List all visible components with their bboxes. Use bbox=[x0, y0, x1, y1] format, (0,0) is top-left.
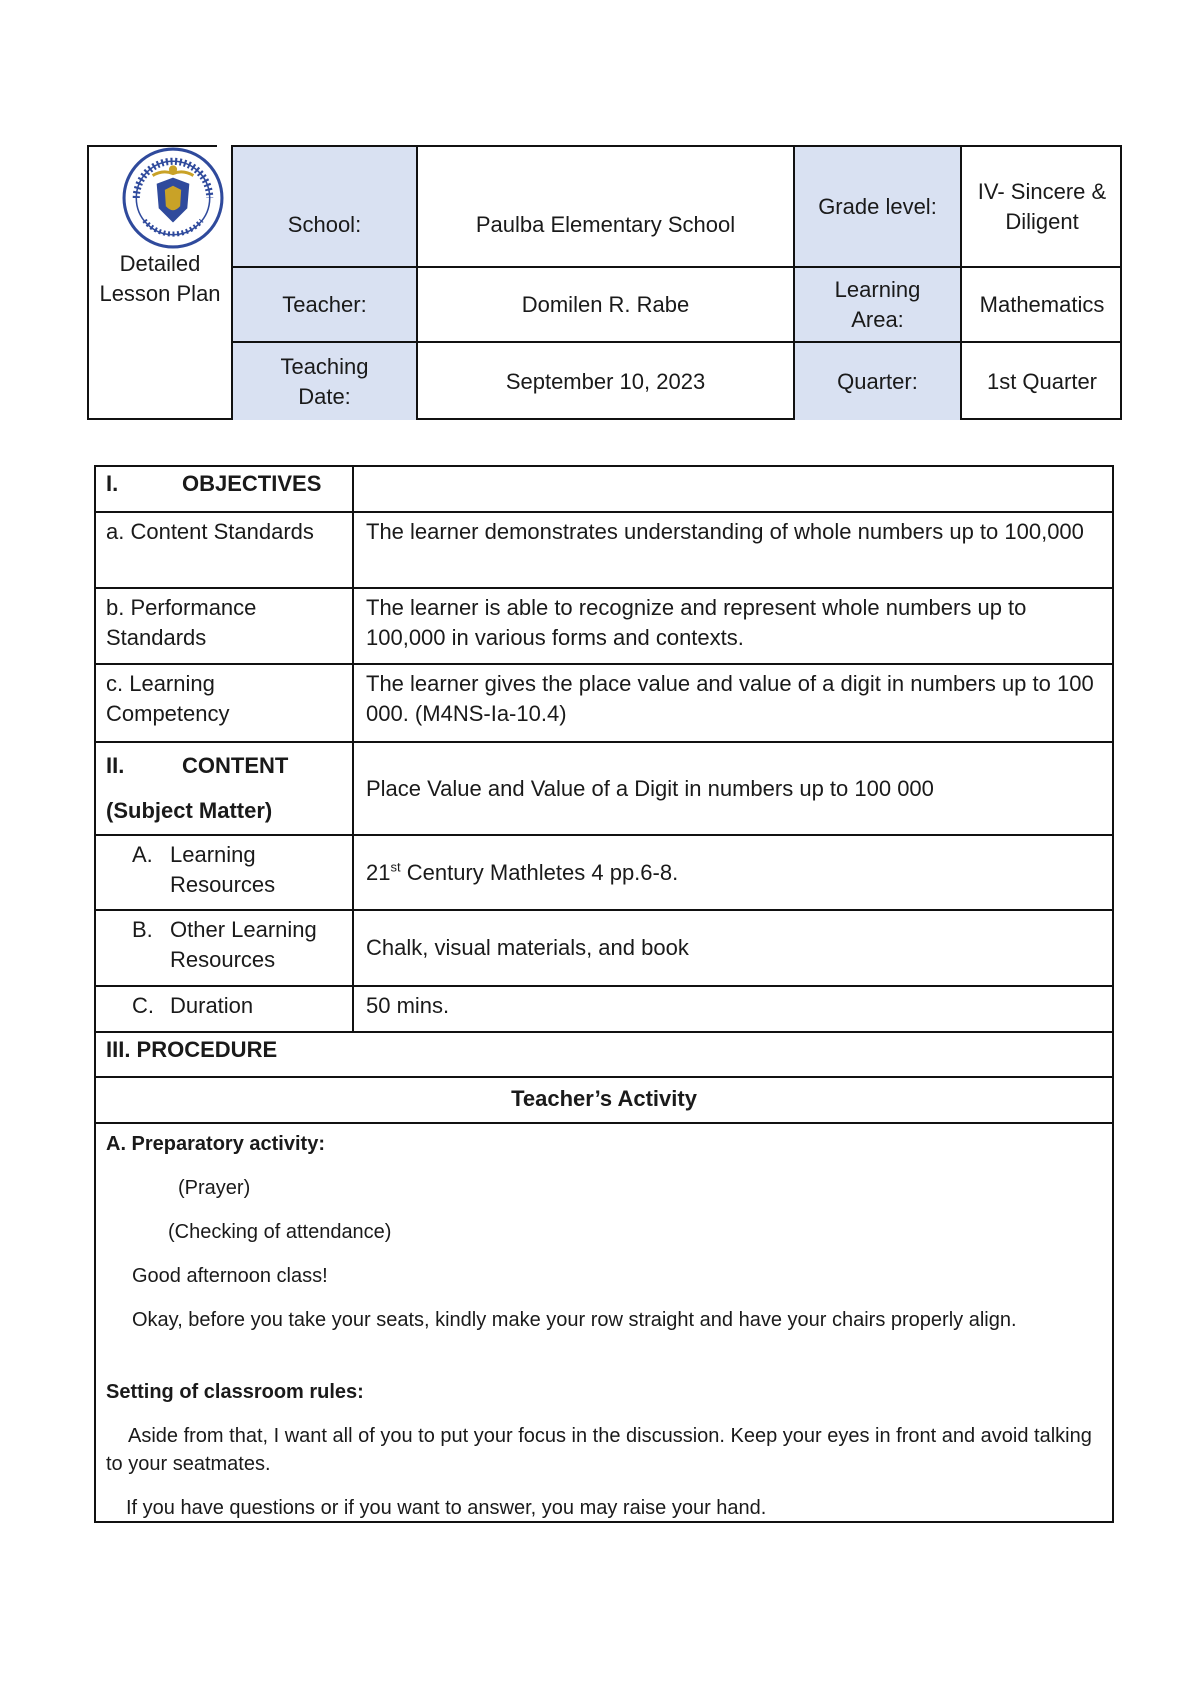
lesson-plan-table bbox=[94, 465, 1114, 1523]
grade-level-label: Grade level: bbox=[818, 194, 937, 219]
rule-one-text: Aside from that, I want all of you to put your focus in the discussion. Keep your eyes in front and avoid talking to your seatmates. bbox=[106, 1425, 1092, 1475]
teaching-date-value: September 10, 2023 bbox=[505, 368, 706, 394]
quarter-label: Quarter: bbox=[837, 368, 918, 394]
school-value: Paulba Elementary School bbox=[475, 212, 736, 237]
content-subheading: (Subject Matter) bbox=[106, 798, 273, 823]
learning-competency-value: The learner gives the place value and value of a digit in numbers up to 100 000. (M4NS-Ia-10.4) bbox=[366, 671, 1094, 726]
table-row bbox=[96, 513, 1112, 589]
duration-value: 50 mins. bbox=[366, 993, 450, 1018]
rules-heading: Setting of classroom rules: bbox=[106, 1381, 364, 1403]
learning-competency-label: c. Learning Competency bbox=[96, 665, 354, 741]
prayer-text: (Prayer) bbox=[178, 1177, 251, 1199]
table-row bbox=[96, 987, 1112, 1033]
teacher-value: Domilen R. Rabe bbox=[521, 291, 690, 317]
table-row bbox=[96, 589, 1112, 665]
table-row bbox=[96, 665, 1112, 743]
deped-seal-icon bbox=[122, 147, 224, 249]
learning-resources-value: 21st Century Mathletes 4 pp.6-8. bbox=[366, 859, 679, 885]
learning-resources-letter: A. bbox=[132, 842, 153, 867]
grade-level-value: IV- Sincere & Diligent bbox=[977, 179, 1107, 234]
performance-standards-value: The learner is able to recognize and represent whole numbers up to 100,000 in various forms and contexts. bbox=[366, 595, 1027, 650]
content-number: II. bbox=[106, 753, 125, 778]
other-resources-label: Other Learning Resources bbox=[170, 917, 317, 972]
rule-two-text: If you have questions or if you want to answer, you may raise your hand. bbox=[126, 1497, 767, 1519]
content-value: Place Value and Value of a Digit in numbers up to 100 000 bbox=[366, 775, 934, 801]
objectives-heading-row bbox=[96, 467, 1112, 513]
other-resources-letter: B. bbox=[132, 917, 153, 942]
learning-area-label: Learning Area: bbox=[834, 276, 921, 332]
attendance-text: (Checking of attendance) bbox=[168, 1221, 392, 1243]
learning-area-value: Mathematics bbox=[979, 291, 1105, 317]
lesson-plan-header bbox=[87, 145, 1122, 420]
content-standards-value: The learner demonstrates understanding of whole numbers up to 100,000 bbox=[366, 519, 1084, 544]
procedure-heading: III. PROCEDURE bbox=[106, 1037, 278, 1062]
content-heading: CONTENT bbox=[182, 753, 289, 778]
instruction-text: Okay, before you take your seats, kindly make your row straight and have your chairs properly align. bbox=[132, 1309, 1017, 1331]
other-resources-value: Chalk, visual materials, and book bbox=[366, 935, 689, 960]
objectives-number: I. bbox=[106, 471, 119, 496]
table-row bbox=[96, 911, 1112, 987]
content-standards-label: a. Content Standards bbox=[96, 513, 354, 587]
table-row bbox=[96, 836, 1112, 911]
quarter-value: 1st Quarter bbox=[986, 368, 1098, 394]
greeting-text: Good afternoon class! bbox=[132, 1265, 328, 1287]
content-row bbox=[96, 743, 1112, 836]
teacher-label: Teacher: bbox=[282, 291, 367, 317]
duration-letter: C. bbox=[132, 993, 154, 1018]
teacher-activity-title: Teacher’s Activity bbox=[511, 1086, 697, 1111]
preparatory-heading: A. Preparatory activity: bbox=[106, 1133, 325, 1155]
logo-cell bbox=[89, 147, 231, 418]
duration-label: Duration bbox=[170, 993, 254, 1018]
procedure-heading-row bbox=[96, 1033, 1112, 1078]
objectives-heading: OBJECTIVES bbox=[182, 471, 322, 496]
performance-standards-label: b. Performance Standards bbox=[96, 589, 354, 663]
learning-resources-label: Learning Resources bbox=[170, 842, 276, 897]
logo-title: Detailed Lesson Plan bbox=[99, 251, 221, 306]
school-label: School: bbox=[287, 212, 362, 237]
teacher-activity-row bbox=[96, 1078, 1112, 1124]
teaching-date-label: Teaching Date: bbox=[280, 353, 369, 409]
